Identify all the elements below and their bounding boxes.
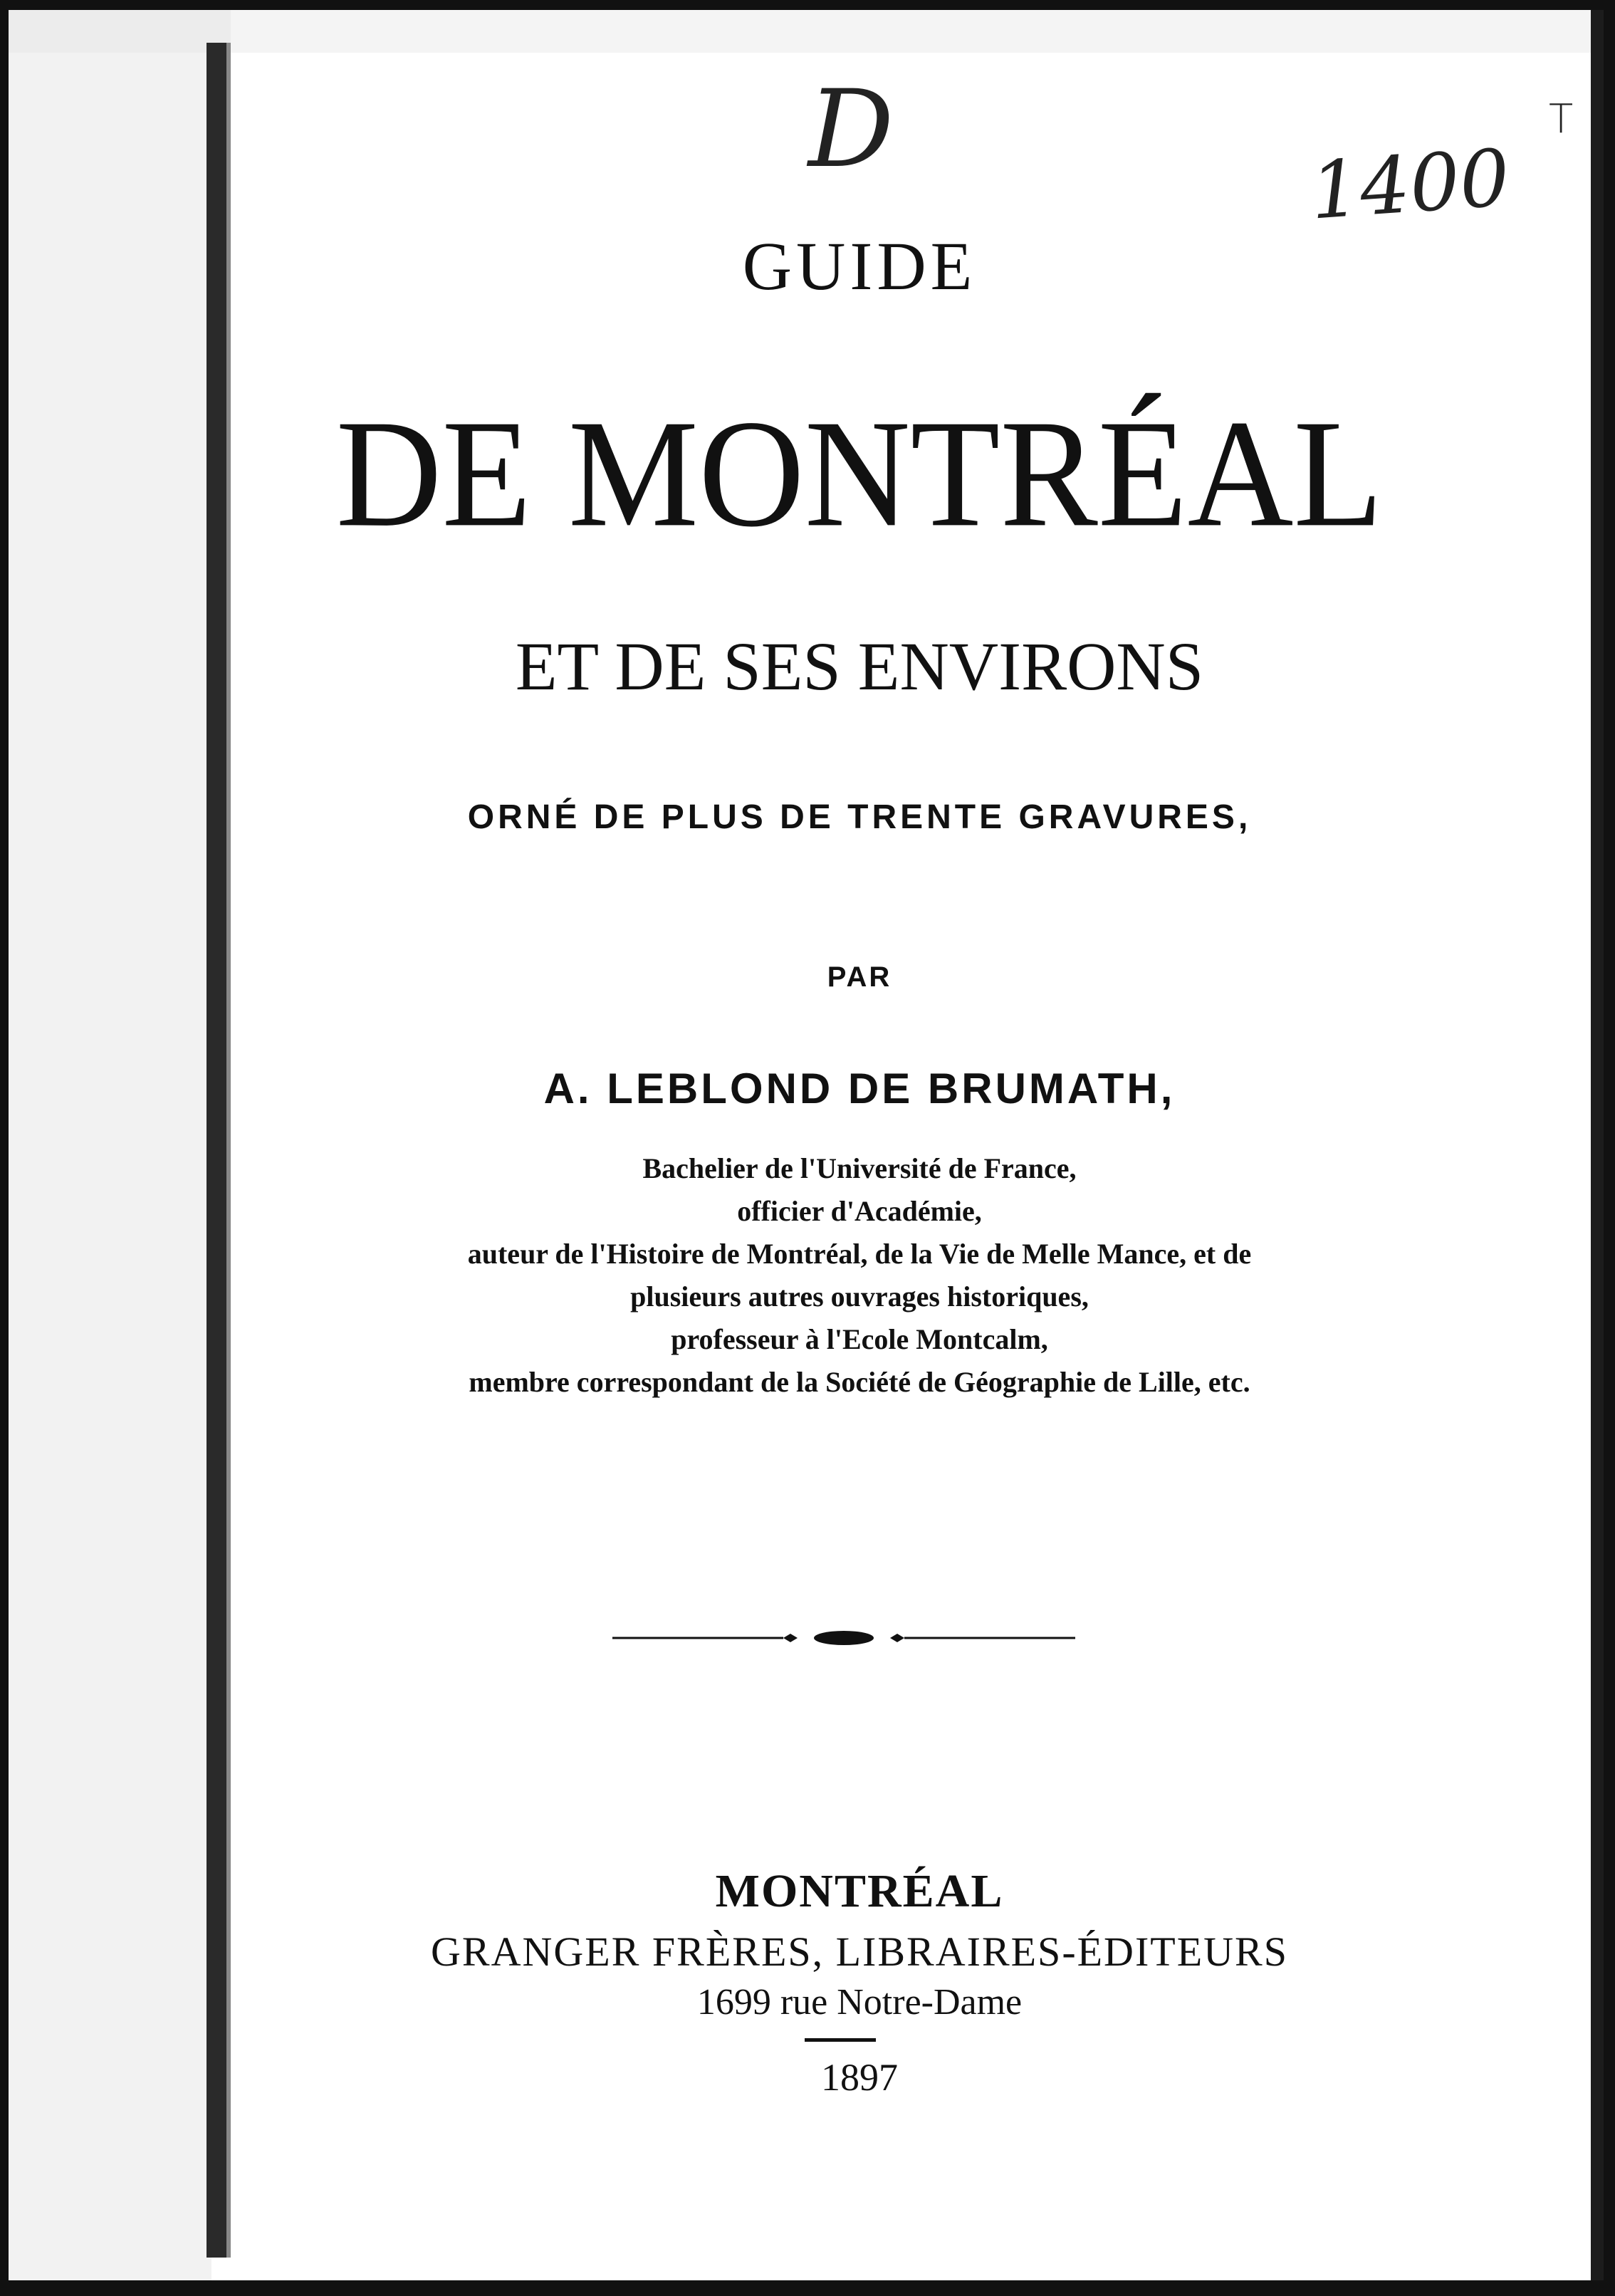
title-page: D 1400 T GUIDE DE MONTRÉAL ET DE SES ENVIRONS ORNÉ DE PLUS DE TRENTE GRAVURES, PAR A. LEBLOND DE BRUMATH, Bachelier de l'Université de France, officier d'Académie, auteur de l'Histoire de Montréal, de la Vie de Melle Mance, et de plusieurs autres ouvrages historiques, professeur à l'Ecole Montcalm, membre correspondant de la Société de Géographie de Lille, etc. MONTRÉAL GRANGER FRÈRES, LIBRAIRES-ÉDITEURS 1699 rue Notre-Dame 1897 bbox=[0, 0, 1615, 2296]
scan-border-bottom bbox=[0, 2280, 1615, 2296]
imprint-rule bbox=[805, 2038, 876, 2042]
handwritten-corner-mark: T bbox=[1549, 96, 1574, 142]
ornamental-rule bbox=[612, 1627, 1075, 1649]
handwritten-number: 1400 bbox=[1307, 132, 1513, 237]
book-spine-gutter bbox=[207, 43, 226, 2258]
facing-page-edge bbox=[9, 10, 211, 2280]
gutter-edge bbox=[226, 43, 231, 2258]
page-right-edge bbox=[1591, 10, 1604, 2280]
scan-border-right bbox=[1604, 0, 1615, 2296]
scan-top-shade bbox=[231, 10, 1605, 53]
scan-border-left bbox=[0, 0, 9, 2296]
handwritten-letter: D bbox=[808, 68, 894, 192]
scan-border-top bbox=[0, 0, 1615, 10]
